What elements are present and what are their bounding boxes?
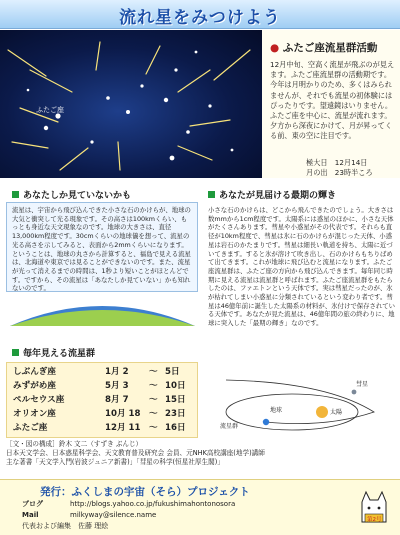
- publisher-title: 発行：ふくしまの宇宙（そら）プロジェクト: [40, 486, 250, 498]
- heading-square-icon: [208, 191, 215, 198]
- peak-value: 12月14日: [334, 158, 368, 167]
- page-title: 流れ星をみつけよう: [119, 8, 281, 28]
- star: [27, 89, 30, 92]
- panel-dates: [306, 158, 373, 177]
- earth-atmosphere-illustration: [10, 290, 195, 326]
- mail-row: [22, 511, 156, 520]
- credit-line-2: 日本天文学会、日本惑星科学会、天文教育普及研究会 会員、元NHK高校講座(地学)講師: [6, 449, 265, 457]
- meteor-trail: [60, 148, 88, 170]
- editor-row: [22, 522, 108, 531]
- shower-end: 15日: [165, 395, 186, 405]
- shower-label: 流星群: [220, 423, 239, 430]
- showers-heading: [12, 346, 95, 359]
- right-section-text: 小さな石のかけらは、どこから飛んできたのでしょう。大きさは数mmから1cm程度です。太陽系には惑星のほかに、小さな天体がたくさんあります。彗星や小惑星がその代表です。それらも直径が10km程度で、彗星は氷に石のかけらが混じった天体、小惑星は岩石のかたまりです。彗星は細長い軌道を持ち、太陽に近づいてきます。すると氷が溶けて吹き出し、石のかけらもちりばめて出てきます。これが地球に飛び込むと流星になります。ふたご座流星群は、ふたご座の方向から飛び込んできます。毎年同じ時期に見える流星は流星群と呼ばれます。ふたご座流星群をもたらしたのは、ファエトンという天体です。実は彗星だったのが、氷が枯れてしまい小惑星に分類されているという変わり者です。彗星は46億年前に誕生した太陽系の材料が、氷付けで保存されている天体です。あなたが見た流星は、46億年間の旅の終わりに、地球に突入した「最期の輝き」なのです。: [208, 206, 396, 328]
- star: [126, 110, 130, 114]
- shower-name: オリオン座: [13, 409, 56, 419]
- star: [164, 98, 168, 102]
- credit-line-3: 主な著書「天文学入門(岩波ジュニア新書)」「彗星の科学(恒星社厚生閣)」: [6, 458, 224, 466]
- star: [195, 51, 198, 54]
- heading-square-icon: [12, 191, 19, 198]
- star: [55, 113, 60, 118]
- meteor-trail: [178, 146, 212, 160]
- meteor-trail: [30, 70, 72, 92]
- comet-orbit: [226, 380, 374, 424]
- sky-constellation-label: ふたご座: [36, 106, 64, 114]
- shower-name: ペルセウス座: [13, 395, 65, 405]
- star: [208, 104, 211, 107]
- meteor-trail: [146, 46, 160, 74]
- sun-icon: [316, 406, 328, 418]
- sun-label: 太陽: [330, 409, 343, 416]
- meteor-trail: [118, 142, 120, 170]
- left-heading-text: あなたしか見ていないかも: [23, 191, 132, 201]
- mail-link[interactable]: milkyway@silence.name: [70, 511, 157, 519]
- author-credit: [6, 440, 396, 467]
- mail-label: Mail: [22, 511, 39, 519]
- shower-end: 10日: [165, 381, 186, 391]
- shower-start: 8月 7: [105, 395, 129, 405]
- panel-title: [270, 40, 377, 55]
- star: [174, 68, 177, 71]
- shower-start: 10月 18: [105, 409, 141, 419]
- panel-title-text: ふたご座流星群活動: [282, 42, 378, 54]
- meteor-trail: [96, 42, 100, 70]
- bullet-icon: ●: [270, 42, 280, 54]
- shower-start: 5月 3: [105, 381, 129, 391]
- comet-icon: [352, 390, 357, 395]
- editor-name: 佐藤 理絵: [78, 522, 109, 530]
- date-separator: 〜: [149, 423, 158, 433]
- moonrise-value: 23時半ころ: [334, 167, 373, 177]
- issue-badge: 第2号: [367, 517, 382, 523]
- meteor-trail: [178, 70, 210, 92]
- blog-link[interactable]: http://blogs.yahoo.co.jp/fukushimahontonosora: [70, 500, 236, 508]
- title-banner: [0, 0, 400, 29]
- editor-label: 代表および編集: [22, 522, 71, 530]
- date-separator: 〜: [149, 395, 158, 405]
- meteor-shower-drawing: [0, 30, 262, 178]
- date-separator: 〜: [149, 409, 158, 419]
- right-section-heading: [208, 188, 336, 201]
- meteor-trail: [12, 142, 48, 148]
- right-text-box: [206, 206, 398, 328]
- meteor-trail: [8, 50, 46, 76]
- blog-label: ブログ: [22, 500, 43, 508]
- date-separator: 〜: [149, 381, 158, 391]
- date-separator: 〜: [149, 367, 158, 377]
- star: [90, 140, 93, 143]
- publisher-footer: [0, 479, 400, 535]
- star: [140, 84, 143, 87]
- right-heading-text: あなたが見届ける最期の輝き: [219, 191, 337, 201]
- shower-start: 1月 2: [105, 367, 129, 377]
- star: [106, 96, 110, 100]
- orbit-diagram: [206, 372, 398, 434]
- shower-name: みずがめ座: [13, 381, 56, 391]
- left-text-box: [6, 202, 198, 292]
- moonrise-label: 月の出: [306, 167, 328, 177]
- shower-name: ふたご座: [13, 423, 48, 433]
- left-section-heading: [12, 188, 131, 201]
- meteor-shower-table: [6, 362, 198, 438]
- comet-label: 彗星: [356, 381, 369, 388]
- shower-end: 5日: [165, 367, 180, 377]
- shower-name: しぶんぎ座: [13, 367, 56, 377]
- meteor-trail: [190, 120, 230, 126]
- night-sky-illustration: [0, 30, 262, 178]
- left-section-text: 流星は、宇宙から飛び込んできた小さな石のかけらが、地球の大気と衝突して光る現象です。その高さは100kmくらい、もっとも身近な天文現象なのです。地球の大きさは、直径13,000km程度です。30cmくらいの地球儀を想って、流星の光る高さを示してみると、表面から2mmくらいになります。ということは、地球の丸さから計算すると、福島で見える流星は、北海道や東京では見ることができないのです。また、流星が光って消えるまでの時間は、1秒より短いことがほとんどです。ですから、その流星は「あなたしか見ていない」かも知れないのです。: [12, 206, 191, 293]
- showers-heading-text: 毎年見える流星群: [23, 349, 96, 359]
- star: [44, 126, 48, 130]
- earth-icon: [263, 419, 269, 425]
- mascot-cat-icon: [356, 488, 392, 528]
- shower-end: 16日: [165, 423, 186, 433]
- gemini-shower-panel: [262, 30, 400, 178]
- meteor-trail: [214, 50, 250, 80]
- blog-row: [22, 500, 235, 509]
- peak-label: 極大日: [306, 158, 328, 167]
- star: [170, 156, 175, 161]
- heading-square-icon: [12, 349, 19, 356]
- shower-start: 12月 11: [105, 423, 141, 433]
- panel-text: 12月中旬、空高く流星が飛ぶのが見えます。ふたご座流星群の活動期です。今年は月明かりのため、多くはみられませんが、それでも流星の初体験にはぴったりです。望遠鏡はいりません。ふたご座を中心に、流星が流れます。夕方から深夜にかけて、月が昇ってくる前、東の空に注目です。: [270, 60, 395, 141]
- shower-end: 23日: [165, 409, 186, 419]
- star: [231, 149, 234, 152]
- earth-label: 地球: [270, 407, 283, 414]
- credit-line-1: ［文・図の構成］鈴木 文二（すずき ぶんじ）: [6, 440, 143, 448]
- star: [186, 130, 190, 134]
